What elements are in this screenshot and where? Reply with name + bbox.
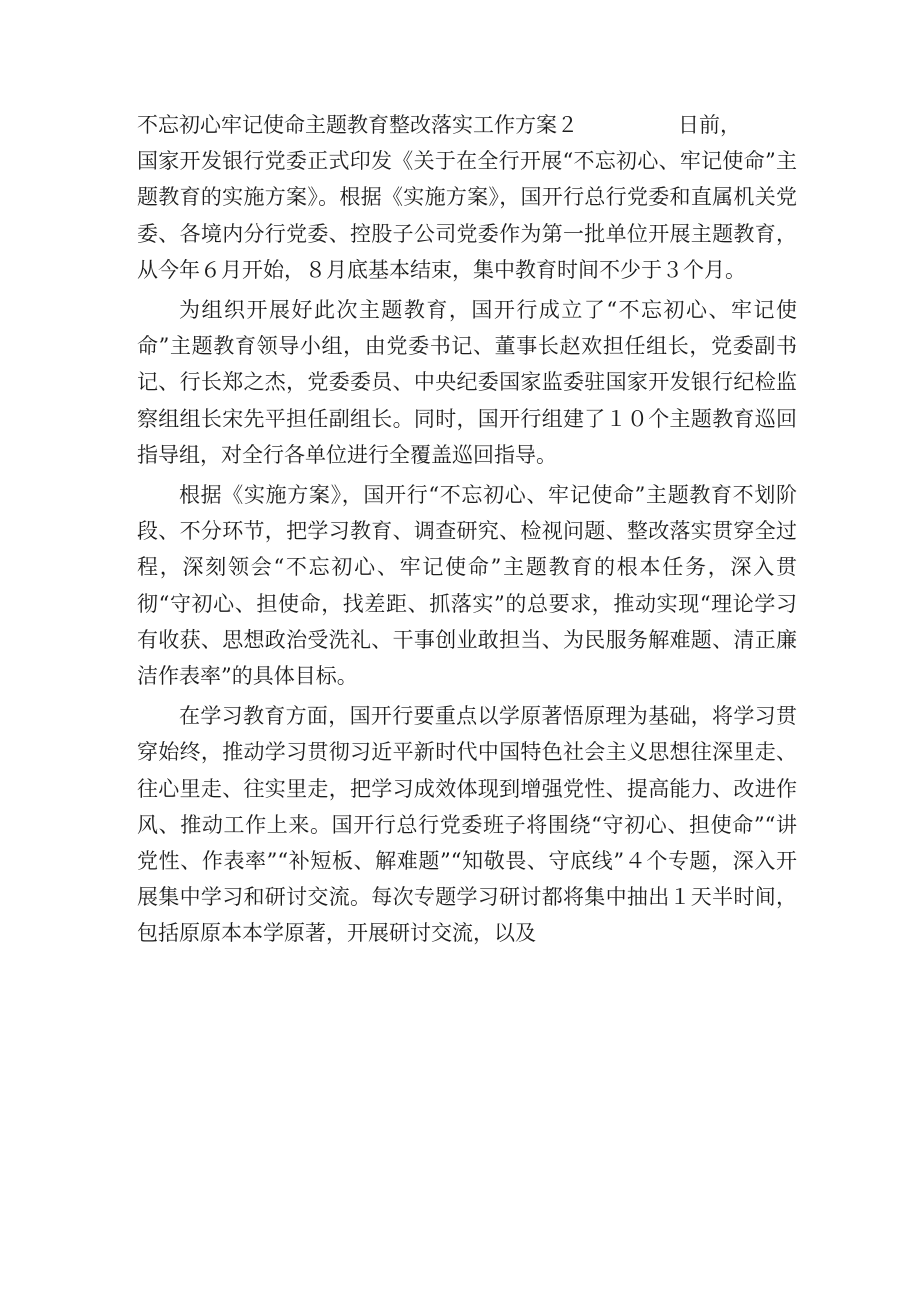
document-body	[137, 107, 797, 956]
paragraph-1: 国家开发银行党委正式印发《关于在全行开展“不忘初心、牢记使命”主题教育的实施方案》。根据《实施方案》，国开行总行党委和直属机关党委、各境内分行党委、控股子公司党委作为第一批单位开展主题教育，从今年６月开始，８月底基本结束，集中教育时间不少于３个月。	[137, 149, 797, 282]
paragraph-4: 在学习教育方面，国开行要重点以学原著悟原理为基础，将学习贯穿始终，推动学习贯彻习近平新时代中国特色社会主义思想往深里走、往心里走、往实里走，把学习成效体现到增强党性、提高能力、改进作风、推动工作上来。国开行总行党委班子将围绕“守初心、担使命”“讲党性、作表率”“补短板、解难题”“知敬畏、守底线”４个专题，深入开展集中学习和研讨交流。每次专题学习研讨都将集中抽出１天半时间，包括原原本本学原著，开展研讨交流，以及	[137, 704, 797, 946]
first-paragraph-lead: 日前，	[678, 113, 741, 137]
paragraph-3: 根据《实施方案》，国开行“不忘初心、牢记使命”主题教育不划阶段、不分环节，把学习教育、调查研究、检视问题、整改落实贯穿全过程，深刻领会“不忘初心、牢记使命”主题教育的根本任务，深入贯彻“守初心、担使命，找差距、抓落实”的总要求，推动实现“理论学习有收获、思想政治受洗礼、干事创业敢担当、为民服务解难题、清正廉洁作表率”的具体目标。	[137, 483, 797, 689]
title-line	[137, 107, 797, 143]
paragraph-2: 为组织开展好此次主题教育，国开行成立了“不忘初心、牢记使命”主题教育领导小组，由党委书记、董事长赵欢担任组长，党委副书记、行长郑之杰，党委委员、中央纪委国家监委驻国家开发银行纪检监察组组长宋先平担任副组长。同时，国开行组建了１０个主题教育巡回指导组，对全行各单位进行全覆盖巡回指导。	[137, 298, 797, 467]
document-title: 不忘初心牢记使命主题教育整改落实工作方案２	[137, 113, 578, 137]
